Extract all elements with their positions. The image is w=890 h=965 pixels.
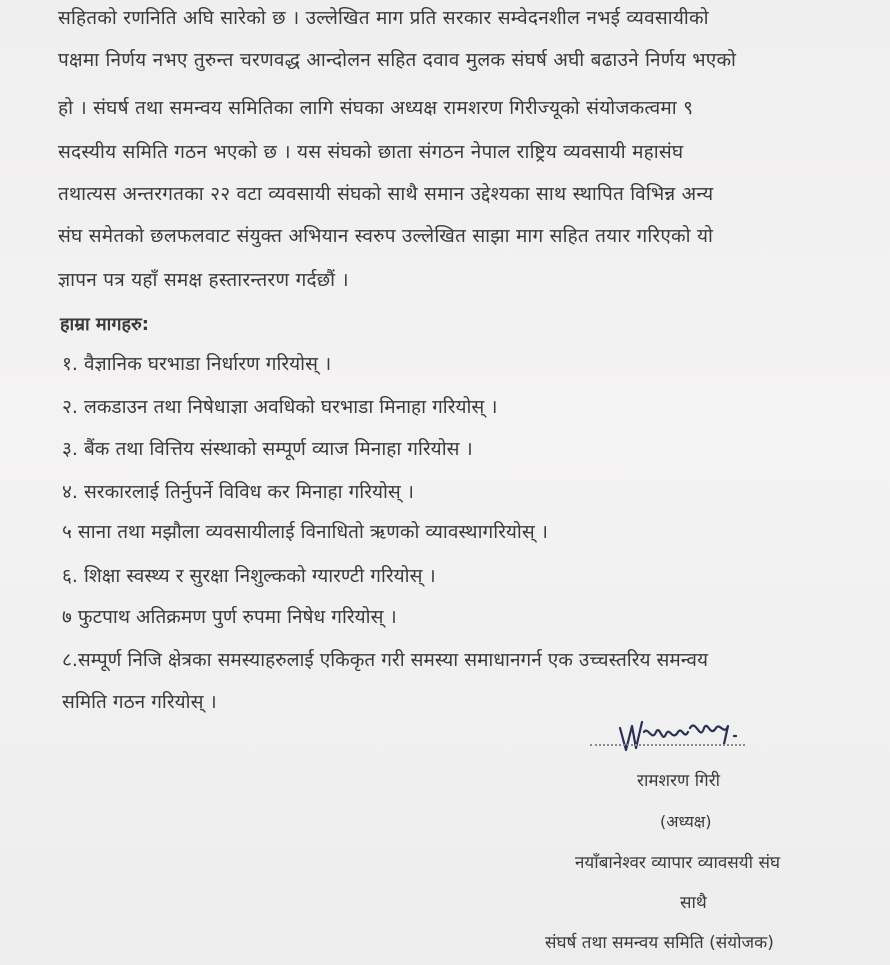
paragraph-line: संघ समेतको छलफलवाट संयुक्त अभियान स्वरुप उल्लेखित साझा माग सहित तयार गरिएको यो: [58, 225, 714, 247]
demand-item: १. वैज्ञानिक घरभाडा निर्धारण गरियोस् ।: [62, 353, 332, 375]
paragraph-line: सहितको रणनिति अघि सारेको छ । उल्लेखित माग प्रति सरकार सम्वेदनशील नभई व्यवसायीको: [58, 7, 709, 29]
demands-heading: हाम्रा मागहरु:: [60, 314, 149, 335]
paragraph-line: पक्षमा निर्णय नभए तुरुन्त चरणवद्ध आन्दोलन सहित दवाव मुलक संघर्ष अघी बढाउने निर्णय भएको: [58, 49, 737, 71]
paragraph-line: सदस्यीय समिति गठन भएको छ । यस संघको छाता संगठन नेपाल राष्ट्रिय व्यवसायी महासंघ: [58, 141, 684, 163]
paragraph-line: तथात्यस अन्तरगतका २२ वटा व्यवसायी संघको साथै समान उद्देश्यका साथ स्थापित विभिन्न अन्य: [58, 183, 714, 205]
signature-line: [590, 744, 745, 746]
demand-item: ६. शिक्षा स्वस्थ्य र सुरक्षा निशुल्कको ग्यारण्टी गरियोस् ।: [62, 565, 436, 587]
signatory-role: (अध्यक्ष): [660, 812, 712, 831]
demand-item: २. लकडाउन तथा निषेधाज्ञा अवधिको घरभाडा मिनाहा गरियोस् ।: [62, 396, 498, 418]
demand-item: समिति गठन गरियोस् ।: [62, 691, 217, 713]
demand-item: ३. बैंक तथा वित्तिय संस्थाको सम्पूर्ण व्याज मिनाहा गरियोस ।: [62, 438, 473, 460]
demand-item: ७ फुटपाथ अतिक्रमण पुर्ण रुपमा निषेध गरियोस् ।: [62, 606, 397, 628]
paragraph-line: हो । संघर्ष तथा समन्वय समितिका लागि संघका अध्यक्ष रामशरण गिरीज्यूको संयोजकत्वमा ९: [58, 97, 694, 119]
handwritten-signature: [612, 698, 762, 758]
demand-item: ४. सरकारलाई तिर्नुपर्ने विविध कर मिनाहा गरियोस् ।: [62, 481, 415, 503]
signatory-organization: नयाँबानेश्वर व्यापार व्यावसयी संघ: [575, 853, 780, 873]
paragraph-line: ज्ञापन पत्र यहाँ समक्ष हस्तारन्तरण गर्दछौं ।: [58, 269, 349, 291]
demand-item: ८.सम्पूर्ण निजि क्षेत्रका समस्याहरुलाई एकिकृत गरी समस्या समाधानगर्न एक उच्चस्तरिय समन्वय: [62, 649, 709, 671]
signatory-committee: संघर्ष तथा समन्वय समिति (संयोजक): [545, 933, 774, 953]
demand-item: ५ साना तथा मझौला व्यवसायीलाई विनाधितो ऋणको व्यावस्थागरियोस् ।: [62, 521, 548, 543]
signatory-name: रामशरण गिरी: [637, 771, 721, 791]
signatory-with: साथै: [680, 893, 707, 913]
